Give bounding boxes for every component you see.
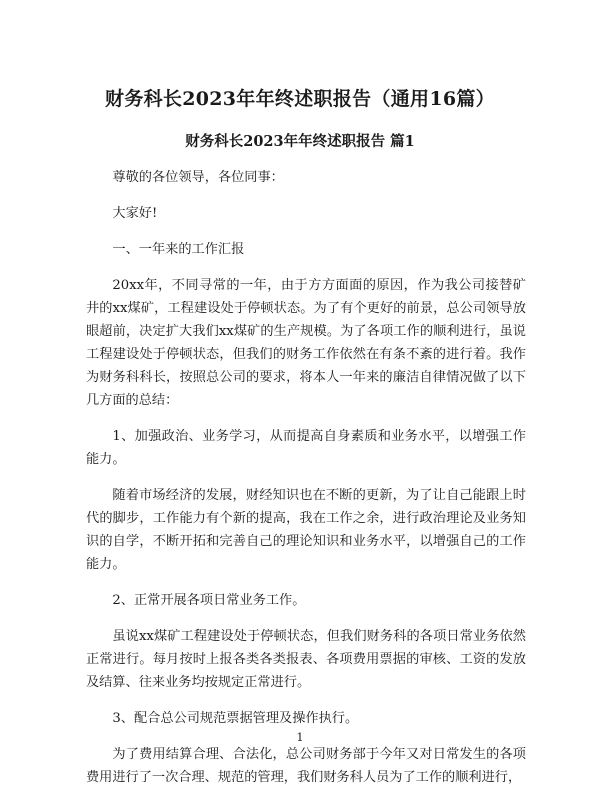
list-heading-1: 1、加强政治、业务学习，从而提高自身素质和业务水平，以增强工作能力。 <box>86 429 526 467</box>
page-number: 1 <box>296 731 304 744</box>
heading-work-report: 一、一年来的工作汇报 <box>112 242 245 257</box>
greeting: 大家好! <box>112 206 158 221</box>
paragraph: 20xx年，不同寻常的一年，由于方方面面的原因，作为我公司接替矿井的xx煤矿，工程建设处于停顿状态。为了有个更好的前景，总公司领导放眼超前，决定扩大我们xx煤矿的生产规模。为了各项工作的顺利进行，虽说工程建设处于停顿状态，但我们的财务工作依然在有条不紊的进行着。我作为财务科科长，按照总公司的要求，将本人一年来的廉洁自律情况做了以下几方面的总结： <box>86 278 526 408</box>
paragraph: 随着市场经济的发展，财经知识也在不断的更新，为了让自己能跟上时代的脚步，工作能力有个新的提高，我在工作之余，进行政治理论及业务知识的自学，不断开拓和完善自己的理论知识和业务水平，以增强自己的工作能力。 <box>86 488 526 572</box>
document-body <box>86 166 526 802</box>
list-heading-3: 3、配合总公司规范票据管理及操作执行。 <box>112 711 359 726</box>
list-heading-2: 2、正常开展各项日常业务工作。 <box>112 593 306 608</box>
paragraph: 虽说xx煤矿工程建设处于停顿状态，但我们财务科的各项日常业务依然正常进行。每月按时上报各类各类报表、各项费用票据的审核、工资的发放及结算、往来业务均按规定正常进行。 <box>86 629 526 690</box>
salutation: 尊敬的各位领导，各位同事： <box>112 170 284 185</box>
section-title: 财务科长2023年年终述职报告 篇1 <box>185 133 415 150</box>
paragraph: 为了费用结算合理、合法化，总公司财务部于今年又对日常发生的各项费用进行了一次合理、规范的管理，我们财务科人员为了工作的顺利进行， <box>86 747 526 785</box>
document-title: 财务科长2023年年终述职报告（通用16篇） <box>105 88 495 110</box>
